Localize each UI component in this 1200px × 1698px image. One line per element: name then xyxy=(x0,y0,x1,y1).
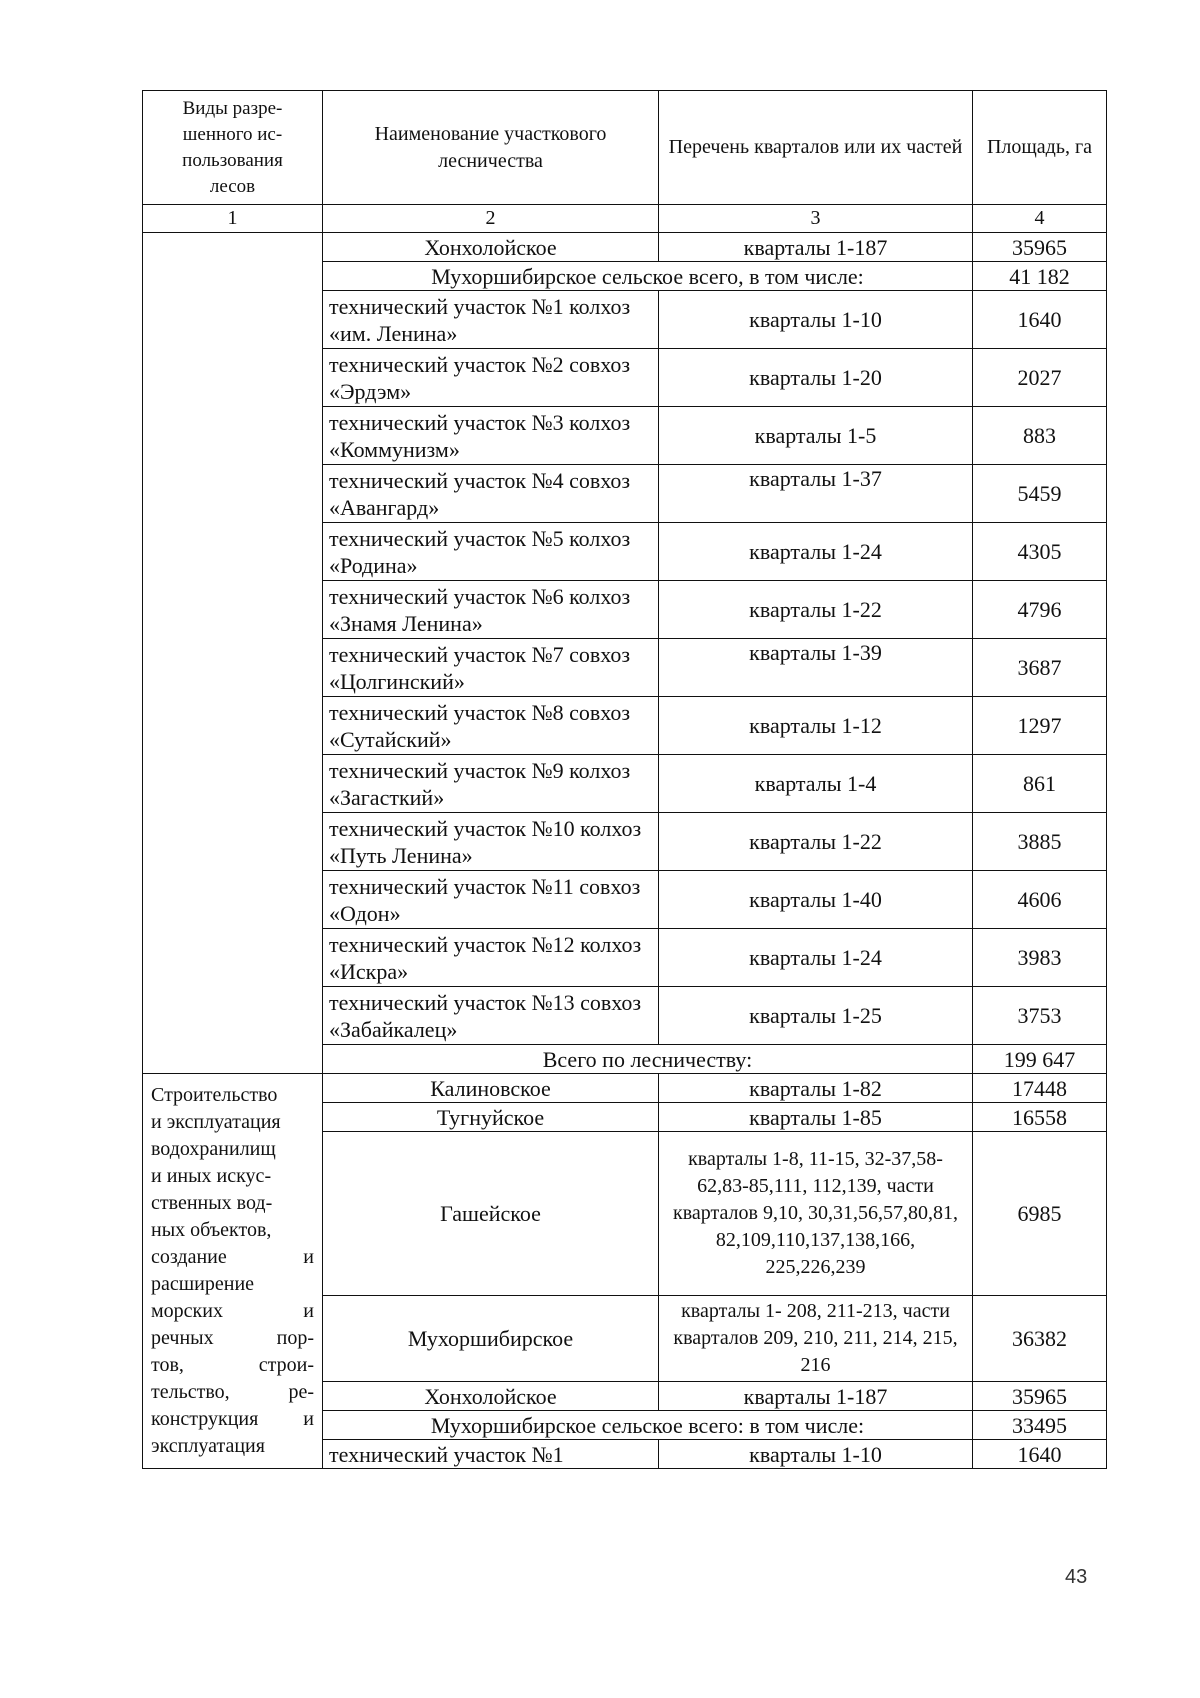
header-usage-type: Виды разре- шенного ис- пользования лесов xyxy=(143,91,323,205)
plot-name: технический участок №12 колхоз «Искра» xyxy=(323,929,659,987)
plot-name: технический участок №8 совхоз «Сутайский» xyxy=(323,697,659,755)
usage-type-construction xyxy=(143,1074,323,1469)
plot-name: технический участок №9 колхоз «Загасткий» xyxy=(323,755,659,813)
page-number: 43 xyxy=(1065,1566,1088,1588)
header-area: Площадь, га xyxy=(973,91,1107,205)
area: 861 xyxy=(973,755,1107,813)
usage-line: морских и xyxy=(151,1300,314,1322)
plot-name: технический участок №2 совхоз «Эрдэм» xyxy=(323,349,659,407)
header-forestry-name: Наименование участкового лесничества xyxy=(323,91,659,205)
header-quarters-list: Перечень кварталов или их частей xyxy=(659,91,973,205)
usage-line: ственных вод- xyxy=(151,1192,273,1214)
forest-use-table xyxy=(142,90,1107,1469)
usage-line: речных пор- xyxy=(151,1327,314,1349)
plot-name: технический участок №4 совхоз «Авангард» xyxy=(323,465,659,523)
usage-line: и иных искус- xyxy=(151,1165,272,1187)
usage-line: водохранилищ xyxy=(151,1138,276,1160)
area: 2027 xyxy=(973,349,1107,407)
quarters: кварталы 1-82 xyxy=(659,1074,973,1103)
quarters: кварталы 1-85 xyxy=(659,1103,973,1132)
forestry-name: Мухоршибирское xyxy=(323,1296,659,1382)
column-number: 1 xyxy=(143,205,323,233)
subtotal-label: Мухоршибирское сельское всего, в том числе: xyxy=(323,262,973,291)
subtotal-area: 41 182 xyxy=(973,262,1107,291)
total-label: Всего по лесничеству: xyxy=(323,1045,973,1074)
plot-name: технический участок №6 колхоз «Знамя Ленина» xyxy=(323,581,659,639)
plot-name: технический участок №7 совхоз «Цолгинский» xyxy=(323,639,659,697)
usage-line: конструкция и xyxy=(151,1408,314,1430)
area: 3983 xyxy=(973,929,1107,987)
quarters: кварталы 1-8, 11-15, 32-37,58-62,83-85,111, 112,139, части кварталов 9,10, 30,31,56,57,80,81, 82,109,110,137,138,166, 225,226,239 xyxy=(659,1132,973,1296)
usage-line: создание и xyxy=(151,1246,314,1268)
area: 6985 xyxy=(973,1132,1107,1296)
table-row xyxy=(143,1074,1107,1103)
column-number: 3 xyxy=(659,205,973,233)
area: 16558 xyxy=(973,1103,1107,1132)
area: 3885 xyxy=(973,813,1107,871)
usage-type-cell-empty xyxy=(143,233,323,1074)
plot-name: технический участок №5 колхоз «Родина» xyxy=(323,523,659,581)
quarters: кварталы 1-187 xyxy=(659,1382,973,1411)
quarters: кварталы 1-24 xyxy=(659,929,973,987)
total-area: 199 647 xyxy=(973,1045,1107,1074)
usage-line: ных объектов, xyxy=(151,1219,272,1241)
subtotal-area: 33495 xyxy=(973,1411,1107,1440)
area: 3687 xyxy=(973,639,1107,697)
usage-line: и эксплуатация xyxy=(151,1111,281,1133)
forestry-name: Хонхолойское xyxy=(323,1382,659,1411)
plot-name: технический участок №3 колхоз «Коммунизм» xyxy=(323,407,659,465)
quarters: кварталы 1-25 xyxy=(659,987,973,1045)
table-header-row xyxy=(143,91,1107,205)
usage-line: Строительство xyxy=(151,1084,278,1106)
quarters: кварталы 1-10 xyxy=(659,291,973,349)
area: 5459 xyxy=(973,465,1107,523)
usage-line: эксплуатация xyxy=(151,1435,265,1457)
table-row xyxy=(143,233,1107,262)
area: 4796 xyxy=(973,581,1107,639)
plot-name: технический участок №10 колхоз «Путь Ленина» xyxy=(323,813,659,871)
quarters: кварталы 1- 208, 211-213, части кварталов 209, 210, 211, 214, 215, 216 xyxy=(659,1296,973,1382)
plot-name: технический участок №1 xyxy=(323,1440,659,1469)
quarters: кварталы 1-20 xyxy=(659,349,973,407)
quarters: кварталы 1-24 xyxy=(659,523,973,581)
quarters: кварталы 1-4 xyxy=(659,755,973,813)
area: 1640 xyxy=(973,291,1107,349)
area: 3753 xyxy=(973,987,1107,1045)
usage-line: расширение xyxy=(151,1273,255,1295)
quarters: кварталы 1-37 xyxy=(659,465,973,523)
area: 36382 xyxy=(973,1296,1107,1382)
column-number: 4 xyxy=(973,205,1107,233)
plot-name: технический участок №13 совхоз «Забайкалец» xyxy=(323,987,659,1045)
area: 35965 xyxy=(973,233,1107,262)
area: 17448 xyxy=(973,1074,1107,1103)
area: 1297 xyxy=(973,697,1107,755)
forestry-name: Калиновское xyxy=(323,1074,659,1103)
quarters: кварталы 1-187 xyxy=(659,233,973,262)
forestry-name: Хонхолойское xyxy=(323,233,659,262)
area: 1640 xyxy=(973,1440,1107,1469)
area: 4305 xyxy=(973,523,1107,581)
quarters: кварталы 1-22 xyxy=(659,813,973,871)
area: 883 xyxy=(973,407,1107,465)
area: 35965 xyxy=(973,1382,1107,1411)
quarters: кварталы 1-39 xyxy=(659,639,973,697)
area: 4606 xyxy=(973,871,1107,929)
usage-line: тельство, ре- xyxy=(151,1381,314,1403)
quarters: кварталы 1-12 xyxy=(659,697,973,755)
quarters: кварталы 1-10 xyxy=(659,1440,973,1469)
quarters: кварталы 1-5 xyxy=(659,407,973,465)
forestry-name: Гашейское xyxy=(323,1132,659,1296)
subtotal-label: Мухоршибирское сельское всего: в том числе: xyxy=(323,1411,973,1440)
quarters: кварталы 1-40 xyxy=(659,871,973,929)
quarters: кварталы 1-22 xyxy=(659,581,973,639)
forestry-name: Тугнуйское xyxy=(323,1103,659,1132)
column-number-row xyxy=(143,205,1107,233)
usage-line: тов, строи- xyxy=(151,1354,314,1376)
column-number: 2 xyxy=(323,205,659,233)
plot-name: технический участок №1 колхоз «им. Ленина» xyxy=(323,291,659,349)
plot-name: технический участок №11 совхоз «Одон» xyxy=(323,871,659,929)
